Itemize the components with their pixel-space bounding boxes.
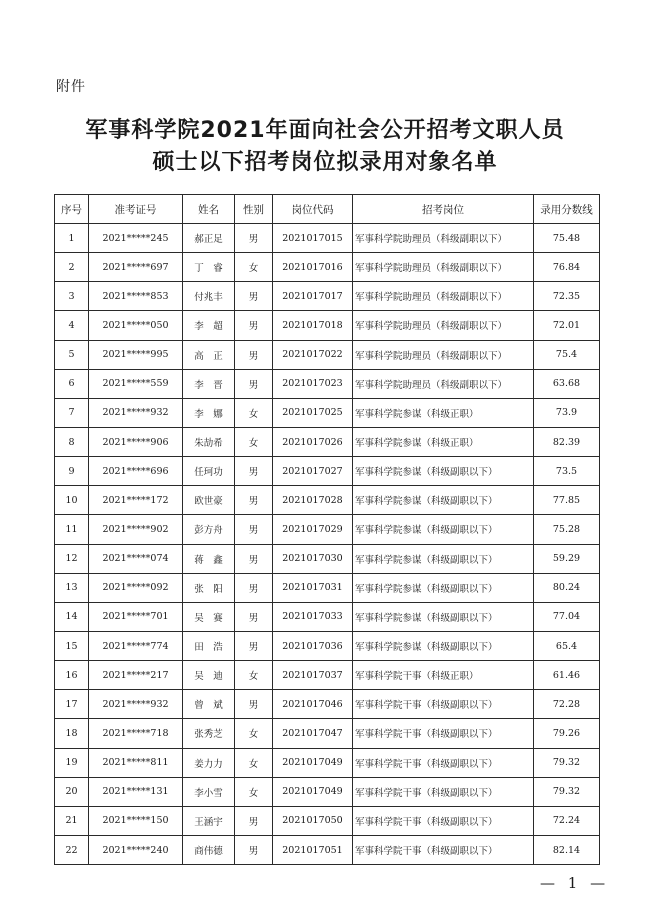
cell-score: 75.28 — [534, 515, 600, 544]
cell-serial-number: 16 — [55, 661, 89, 690]
cell-post: 军事科学院助理员（科级副职以下） — [353, 311, 534, 340]
cell-gender: 女 — [235, 398, 273, 427]
cell-exam-id: 2021*****902 — [89, 515, 183, 544]
table-row — [55, 282, 600, 311]
cell-serial-number: 19 — [55, 748, 89, 777]
cell-gender: 男 — [235, 631, 273, 660]
cell-exam-id: 2021*****150 — [89, 806, 183, 835]
cell-name: 曾 斌 — [183, 690, 235, 719]
cell-name: 任珂功 — [183, 457, 235, 486]
cell-gender: 男 — [235, 340, 273, 369]
cell-serial-number: 8 — [55, 427, 89, 456]
cell-post: 军事科学院干事（科级副职以下） — [353, 806, 534, 835]
cell-score: 79.32 — [534, 748, 600, 777]
header-cell: 招考岗位 — [353, 195, 534, 224]
cell-post: 军事科学院参谋（科级副职以下） — [353, 631, 534, 660]
cell-post-code: 2021017029 — [273, 515, 353, 544]
cell-name: 张秀芝 — [183, 719, 235, 748]
table-body — [55, 224, 600, 865]
table-row — [55, 398, 600, 427]
cell-serial-number: 7 — [55, 398, 89, 427]
table-row — [55, 544, 600, 573]
table-row — [55, 311, 600, 340]
cell-exam-id: 2021*****240 — [89, 835, 183, 864]
cell-score: 59.29 — [534, 544, 600, 573]
header-cell: 岗位代码 — [273, 195, 353, 224]
table-row — [55, 573, 600, 602]
header-cell: 序号 — [55, 195, 89, 224]
cell-exam-id: 2021*****172 — [89, 486, 183, 515]
cell-score: 72.35 — [534, 282, 600, 311]
table-row — [55, 340, 600, 369]
cell-post-code: 2021017033 — [273, 602, 353, 631]
cell-post-code: 2021017027 — [273, 457, 353, 486]
table-row — [55, 253, 600, 282]
cell-name: 田 浩 — [183, 631, 235, 660]
table-row — [55, 224, 600, 253]
cell-post: 军事科学院助理员（科级副职以下） — [353, 369, 534, 398]
cell-score: 73.5 — [534, 457, 600, 486]
cell-exam-id: 2021*****559 — [89, 369, 183, 398]
cell-gender: 男 — [235, 602, 273, 631]
cell-serial-number: 14 — [55, 602, 89, 631]
cell-post-code: 2021017016 — [273, 253, 353, 282]
cell-post: 军事科学院参谋（科级副职以下） — [353, 602, 534, 631]
cell-exam-id: 2021*****696 — [89, 457, 183, 486]
cell-post-code: 2021017049 — [273, 777, 353, 806]
cell-post: 军事科学院干事（科级副职以下） — [353, 690, 534, 719]
cell-gender: 男 — [235, 486, 273, 515]
cell-post: 军事科学院参谋（科级副职以下） — [353, 544, 534, 573]
cell-serial-number: 6 — [55, 369, 89, 398]
cell-serial-number: 21 — [55, 806, 89, 835]
cell-serial-number: 4 — [55, 311, 89, 340]
cell-serial-number: 3 — [55, 282, 89, 311]
cell-serial-number: 1 — [55, 224, 89, 253]
attachment-label: 附件 — [56, 79, 86, 95]
cell-post: 军事科学院助理员（科级副职以下） — [353, 340, 534, 369]
cell-score: 76.84 — [534, 253, 600, 282]
cell-post: 军事科学院参谋（科级正职） — [353, 427, 534, 456]
cell-gender: 男 — [235, 311, 273, 340]
cell-post: 军事科学院参谋（科级副职以下） — [353, 457, 534, 486]
cell-exam-id: 2021*****774 — [89, 631, 183, 660]
cell-exam-id: 2021*****050 — [89, 311, 183, 340]
cell-post: 军事科学院参谋（科级副职以下） — [353, 486, 534, 515]
cell-exam-id: 2021*****092 — [89, 573, 183, 602]
page-number: — 1 — — [540, 874, 610, 892]
cell-score: 73.9 — [534, 398, 600, 427]
header-cell: 姓名 — [183, 195, 235, 224]
table-row — [55, 457, 600, 486]
table-header — [55, 195, 600, 224]
cell-name: 吴 赛 — [183, 602, 235, 631]
cell-score: 82.14 — [534, 835, 600, 864]
cell-gender: 女 — [235, 748, 273, 777]
cell-post: 军事科学院助理员（科级副职以下） — [353, 224, 534, 253]
cell-score: 80.24 — [534, 573, 600, 602]
cell-post: 军事科学院干事（科级副职以下） — [353, 777, 534, 806]
cell-gender: 女 — [235, 777, 273, 806]
cell-exam-id: 2021*****245 — [89, 224, 183, 253]
table-row — [55, 690, 600, 719]
cell-post: 军事科学院参谋（科级副职以下） — [353, 515, 534, 544]
cell-post-code: 2021017015 — [273, 224, 353, 253]
cell-exam-id: 2021*****718 — [89, 719, 183, 748]
cell-gender: 女 — [235, 427, 273, 456]
header-cell: 准考证号 — [89, 195, 183, 224]
cell-name: 吴 迪 — [183, 661, 235, 690]
cell-post: 军事科学院助理员（科级副职以下） — [353, 282, 534, 311]
cell-score: 61.46 — [534, 661, 600, 690]
cell-name: 姜力力 — [183, 748, 235, 777]
cell-exam-id: 2021*****074 — [89, 544, 183, 573]
cell-score: 79.32 — [534, 777, 600, 806]
table-row — [55, 427, 600, 456]
cell-exam-id: 2021*****697 — [89, 253, 183, 282]
cell-name: 李小雪 — [183, 777, 235, 806]
cell-name: 王涵宇 — [183, 806, 235, 835]
cell-score: 72.01 — [534, 311, 600, 340]
table-row — [55, 719, 600, 748]
cell-gender: 女 — [235, 661, 273, 690]
cell-serial-number: 18 — [55, 719, 89, 748]
cell-post-code: 2021017026 — [273, 427, 353, 456]
cell-gender: 男 — [235, 369, 273, 398]
cell-post-code: 2021017028 — [273, 486, 353, 515]
candidate-table — [54, 194, 600, 865]
cell-post-code: 2021017049 — [273, 748, 353, 777]
cell-serial-number: 15 — [55, 631, 89, 660]
table-header-row — [55, 195, 600, 224]
cell-gender: 男 — [235, 224, 273, 253]
header-cell: 录用分数线 — [534, 195, 600, 224]
cell-score: 77.04 — [534, 602, 600, 631]
cell-post-code: 2021017022 — [273, 340, 353, 369]
cell-score: 75.48 — [534, 224, 600, 253]
cell-serial-number: 9 — [55, 457, 89, 486]
cell-name: 郝正足 — [183, 224, 235, 253]
table-row — [55, 661, 600, 690]
table-row — [55, 631, 600, 660]
cell-name: 李 娜 — [183, 398, 235, 427]
cell-name: 蒋 鑫 — [183, 544, 235, 573]
cell-gender: 男 — [235, 515, 273, 544]
table-row — [55, 486, 600, 515]
cell-serial-number: 12 — [55, 544, 89, 573]
cell-name: 丁 睿 — [183, 253, 235, 282]
document-title-line-2: 硕士以下招考岗位拟录用对象名单 — [152, 150, 498, 175]
cell-exam-id: 2021*****995 — [89, 340, 183, 369]
cell-name: 付兆丰 — [183, 282, 235, 311]
cell-exam-id: 2021*****701 — [89, 602, 183, 631]
cell-name: 李 超 — [183, 311, 235, 340]
cell-post: 军事科学院干事（科级副职以下） — [353, 719, 534, 748]
table-row — [55, 515, 600, 544]
cell-name: 高 正 — [183, 340, 235, 369]
cell-serial-number: 11 — [55, 515, 89, 544]
cell-score: 63.68 — [534, 369, 600, 398]
table-row — [55, 602, 600, 631]
cell-name: 彭方舟 — [183, 515, 235, 544]
table-row — [55, 835, 600, 864]
cell-post-code: 2021017025 — [273, 398, 353, 427]
cell-score: 82.39 — [534, 427, 600, 456]
cell-post-code: 2021017050 — [273, 806, 353, 835]
cell-serial-number: 17 — [55, 690, 89, 719]
cell-post-code: 2021017018 — [273, 311, 353, 340]
cell-score: 79.26 — [534, 719, 600, 748]
cell-gender: 男 — [235, 544, 273, 573]
cell-gender: 男 — [235, 282, 273, 311]
cell-post: 军事科学院参谋（科级副职以下） — [353, 573, 534, 602]
header-cell: 性别 — [235, 195, 273, 224]
cell-score: 72.28 — [534, 690, 600, 719]
table-row — [55, 777, 600, 806]
table-row — [55, 748, 600, 777]
cell-name: 商伟德 — [183, 835, 235, 864]
cell-post-code: 2021017051 — [273, 835, 353, 864]
cell-post: 军事科学院干事（科级正职） — [353, 661, 534, 690]
cell-post-code: 2021017037 — [273, 661, 353, 690]
cell-serial-number: 2 — [55, 253, 89, 282]
cell-exam-id: 2021*****853 — [89, 282, 183, 311]
cell-post-code: 2021017030 — [273, 544, 353, 573]
cell-exam-id: 2021*****811 — [89, 748, 183, 777]
cell-score: 65.4 — [534, 631, 600, 660]
cell-gender: 女 — [235, 719, 273, 748]
cell-score: 77.85 — [534, 486, 600, 515]
cell-name: 张 阳 — [183, 573, 235, 602]
cell-post-code: 2021017031 — [273, 573, 353, 602]
cell-gender: 女 — [235, 253, 273, 282]
cell-gender: 男 — [235, 806, 273, 835]
cell-serial-number: 10 — [55, 486, 89, 515]
cell-serial-number: 22 — [55, 835, 89, 864]
cell-post-code: 2021017036 — [273, 631, 353, 660]
cell-exam-id: 2021*****906 — [89, 427, 183, 456]
cell-post: 军事科学院参谋（科级正职） — [353, 398, 534, 427]
cell-gender: 男 — [235, 457, 273, 486]
cell-post-code: 2021017023 — [273, 369, 353, 398]
cell-post-code: 2021017017 — [273, 282, 353, 311]
cell-score: 72.24 — [534, 806, 600, 835]
cell-exam-id: 2021*****932 — [89, 690, 183, 719]
cell-post: 军事科学院干事（科级副职以下） — [353, 835, 534, 864]
cell-post: 军事科学院助理员（科级副职以下） — [353, 253, 534, 282]
cell-post-code: 2021017047 — [273, 719, 353, 748]
cell-serial-number: 13 — [55, 573, 89, 602]
cell-post: 军事科学院干事（科级副职以下） — [353, 748, 534, 777]
cell-exam-id: 2021*****932 — [89, 398, 183, 427]
cell-score: 75.4 — [534, 340, 600, 369]
cell-gender: 男 — [235, 690, 273, 719]
document-title-line-1: 军事科学院2021年面向社会公开招考文职人员 — [85, 118, 565, 143]
cell-name: 欧世豪 — [183, 486, 235, 515]
cell-serial-number: 20 — [55, 777, 89, 806]
cell-gender: 男 — [235, 835, 273, 864]
cell-serial-number: 5 — [55, 340, 89, 369]
table-row — [55, 806, 600, 835]
cell-name: 朱劼希 — [183, 427, 235, 456]
cell-gender: 男 — [235, 573, 273, 602]
cell-name: 李 晋 — [183, 369, 235, 398]
cell-post-code: 2021017046 — [273, 690, 353, 719]
cell-exam-id: 2021*****217 — [89, 661, 183, 690]
table-row — [55, 369, 600, 398]
cell-exam-id: 2021*****131 — [89, 777, 183, 806]
